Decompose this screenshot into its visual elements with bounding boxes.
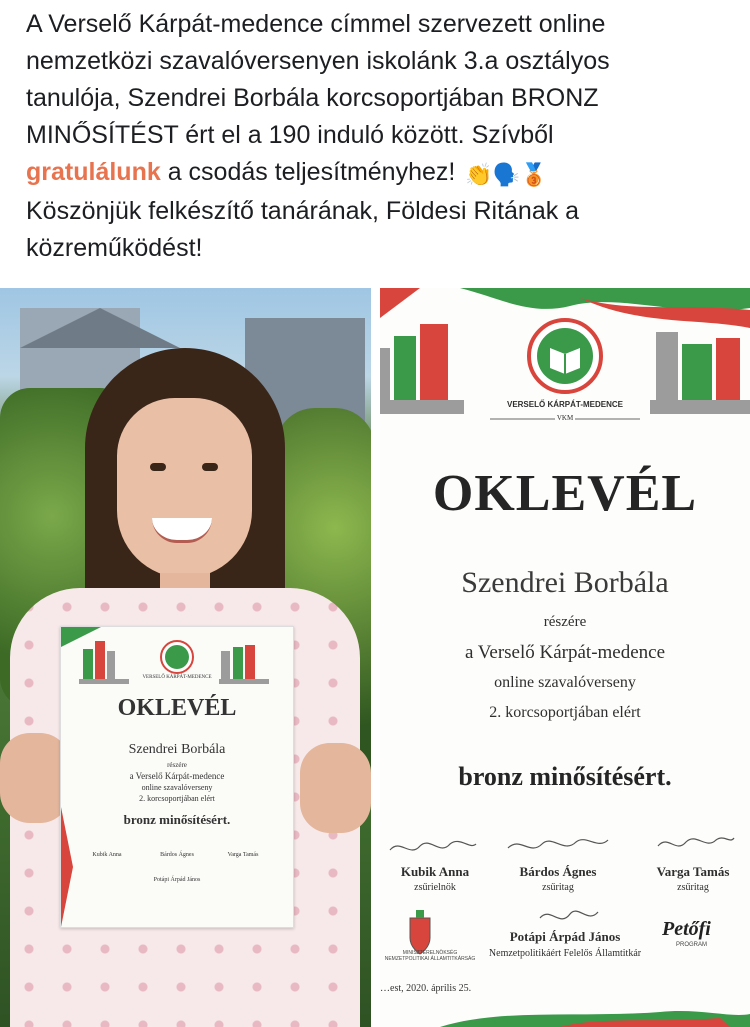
post-text: [26, 6, 736, 267]
cert-for-word: részére: [543, 614, 587, 630]
girl-face: [117, 398, 252, 578]
cert-org-abbr: VKM: [556, 414, 574, 422]
post-line-2: nemzetközi szavalóversenyen iskolánk 3.a osztályos: [26, 47, 610, 75]
photo-certificate-closeup[interactable]: [380, 288, 750, 1027]
hashtag-gratulalunk[interactable]: gratulálunk: [26, 158, 161, 186]
held-certificate: [60, 626, 294, 928]
cert-signer-3-name: Varga Tamás: [656, 864, 730, 879]
held-cert-org: VERSELŐ KÁRPÁT-MEDENCE: [142, 675, 212, 680]
held-cert-signer-1: Kubik Anna: [92, 852, 122, 858]
girl-eye-right: [202, 463, 218, 471]
post-line-7: közreműködést!: [26, 234, 203, 262]
photo-girl-with-certificate[interactable]: [0, 288, 371, 1027]
cert-signer-3-role: zsűritag: [677, 882, 709, 893]
cert-award: bronz minősítésért.: [458, 762, 672, 791]
post-line-3: tanulója, Szendrei Borbála korcsoportjában BRONZ: [26, 84, 599, 112]
post-line-5: [26, 154, 736, 193]
cert-date: …est, 2020. április 25.: [380, 983, 472, 994]
cert-program-logo: Petőfi: [662, 918, 711, 940]
clap-speak-medal-emoji-icon: 👏🗣️🥉: [465, 162, 548, 187]
cert-signer-2-name: Bárdos Ágnes: [519, 864, 597, 879]
post-line-1: A Verselő Kárpát-medence címmel szervezett online: [26, 10, 606, 38]
cert-state-secretary: Potápi Árpád János: [509, 929, 621, 944]
post-line-4: MINŐSÍTÉST ért el a 190 induló között. Szívből: [26, 121, 554, 149]
cert-recipient: Szendrei Borbála: [461, 566, 669, 599]
held-cert-group: 2. korcsoportjában elért: [139, 794, 215, 803]
held-cert-type: online szavalóverseny: [141, 783, 213, 792]
post-line-5-rest: a csodás teljesítményhez!: [160, 158, 456, 186]
cert-competition: a Verselő Kárpát-medence: [464, 642, 666, 663]
cert-ministry-label: MINISZTERELNÖKSÉG NEMZETPOLITIKAI ÁLLAMTITKÁRSÁG: [384, 950, 476, 962]
cert-type: online szavalóverseny: [494, 674, 636, 691]
held-cert-title: OKLEVÉL: [117, 695, 237, 721]
cert-signer-1-name: Kubik Anna: [400, 864, 470, 879]
cert-program-label: PROGRAM: [676, 942, 708, 948]
girl-eye-left: [150, 463, 166, 471]
held-cert-competition: a Verselő Kárpát-medence: [129, 771, 225, 781]
cert-signer-1-role: zsűrielnök: [414, 882, 456, 893]
cert-title: OKLEVÉL: [432, 465, 698, 522]
post-line-6: Köszönjük felkészítő tanárának, Földesi Ritának a: [26, 197, 580, 225]
held-cert-recipient: Szendrei Borbála: [128, 742, 226, 757]
held-cert-signer-3: Varga Tamás: [227, 852, 259, 858]
cert-state-secretary-role: Nemzetpolitikáért Felelős Államtitkár: [488, 948, 642, 959]
held-cert-state-secretary: Potápi Árpád János: [153, 877, 201, 883]
cert-group: 2. korcsoportjában elért: [489, 704, 641, 721]
held-cert-award: bronz minősítésért.: [123, 812, 231, 827]
held-cert-for: részére: [167, 761, 187, 769]
cert-org-name: VERSELŐ KÁRPÁT-MEDENCE: [506, 400, 623, 409]
held-cert-signer-2: Bárdos Ágnes: [160, 852, 194, 858]
cert-signer-2-role: zsűritag: [542, 882, 574, 893]
girl-hand-right: [300, 743, 371, 833]
